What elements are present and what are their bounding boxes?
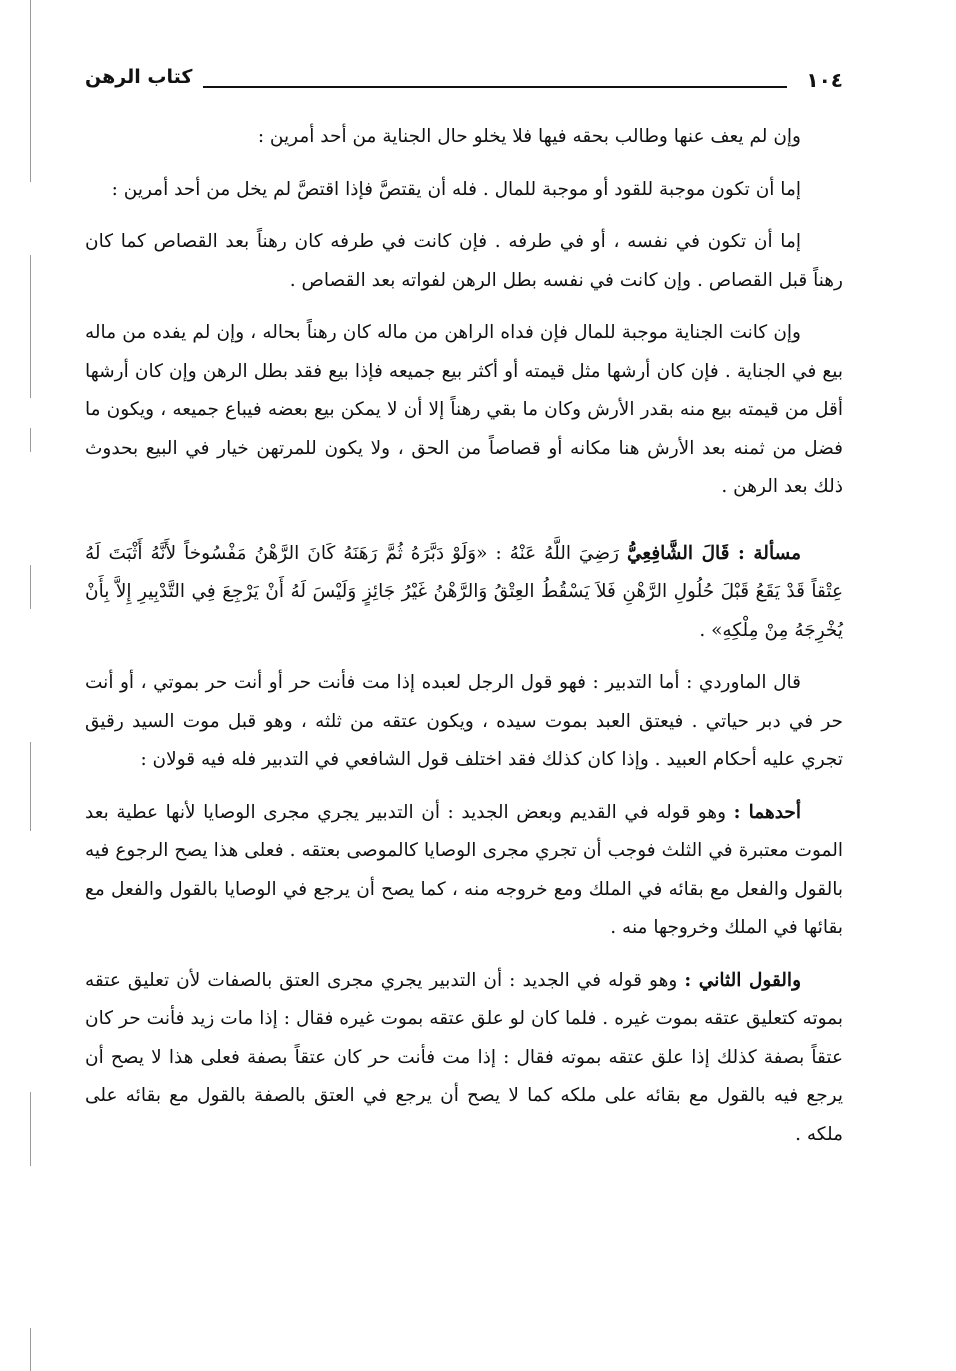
running-header — [85, 66, 843, 102]
left-margin-rule — [30, 565, 31, 609]
paragraph-4: وإن كانت الجناية موجبة للمال فإن فداه الراهن من ماله كان رهناً بحاله ، وإن لم يفده من ماله بيع في الجناية . فإن كان أرشها مثل قيمته أو أكثر بيع جميعه فإذا بيع فقد بطل الرهن وإن كان أرشها أقل من قيمته بيع منه بقدر الأرش وكان ما بقي رهناً إلا أن لا يمكن بيع بعضه فيباع جميعه ، ويكون ما فضل من ثمنه بعد الأرش هنا مكانه أو قصاصاً من الحق ، ولا يكون للمرتهن خيار في البيع بحدوث ذلك بعد الرهن . — [85, 322, 843, 497]
second-opinion-paragraph — [85, 962, 843, 1155]
paragraph-2: إما أن تكون موجبة للقود أو موجبة للمال . فله أن يقتصَّ فإذا اقتصَّ لم يخل من أحد أمرين : — [111, 178, 801, 200]
left-margin-rule — [30, 255, 31, 398]
first-opinion-text: وهو قوله في القديم وبعض الجديد : أن التدبير يجري مجرى الوصايا لأنها عطية بعد الموت معتبرة في الثلث فوجب أن تجري مجرى الوصايا كالموصى بعتقه . فعلى هذا يصح الرجوع فيه بالقول والفعل مع بقائه في الملك ومع خروجه منه ، كما يصح أن يرجع في الوصايا بالقول والفعل مع بقائها في الملك وخروجها منه . — [85, 801, 843, 938]
header-rule — [203, 86, 787, 88]
issue-paragraph — [85, 535, 843, 651]
second-opinion-text: وهو قوله في الجديد : أن التدبير يجري مجرى العتق بالصفات لأن تعليق عتقه بموته كتعليق عتقه بموت غيره . فلما كان لو علق عتقه بموت غيره فقال : إذا مات زيد فأنت حر كان عتقاً بصفة كذلك إذا علق عتقه بموته فقال : إذا مت فأنت حر كان عتقاً بصفة فعلى هذا لا يصح أن يرجع فيه بالقول مع بقائه على ملكه كما لا يصح أن يرجع في العتق بالصفة بالقول مع بقائه على ملكه . — [85, 969, 843, 1145]
second-opinion-lead: والقول الثاني : — [684, 969, 802, 991]
left-margin-rule — [30, 0, 31, 182]
first-opinion-lead: أحدهما : — [733, 801, 801, 823]
issue-quote: رَضِيَ اللَّهُ عَنْهُ : «وَلَوْ دَبَّرَهُ ثُمَّ رَهَنَهُ كَانَ الرَّهْنُ مَفْسُوخاً لأَنَّهُ أَثْبَتَ لَهُ عِتْقاً قَدْ يَقَعُ قَبْلَ حُلُولِ الرَّهْنِ فَلاَ يَسْقُطُ العِتْقُ وَالرَّهْنُ غَيْرُ جَائِزٍ وَلَيْسَ لَهُ أَنْ يَرْجِعَ فِي التَّدْبِيرِ إِلاَّ بِأَنْ يُخْرِجَهُ مِنْ مِلْكِهِ» . — [85, 542, 843, 641]
left-margin-rule — [30, 1328, 31, 1371]
paragraph-3: إما أن تكون في نفسه ، أو في طرفه . فإن كانت في طرفه كان رهناً بعد القصاص كما كان رهناً قبل القصاص . وإن كانت في نفسه بطل الرهن لفواته بعد القصاص . — [85, 231, 843, 291]
mawardi-paragraph: قال الماوردي : أما التدبير : فهو قول الرجل لعبده إذا مت فأنت حر أو أنت حر بموتي ، أو أنت حر في دبر حياتي . فيعتق العبد بموت سيده ، ويكون عتقه من ثلثه ، وهو قبل موت السيد رقيق تجري عليه أحكام العبيد . وإذا كان كذلك فقد اختلف قول الشافعي في التدبير فله فيه قولان : — [85, 672, 843, 770]
page-number: ١٠٤ — [806, 68, 843, 92]
page-body — [85, 118, 843, 1168]
left-margin-rule — [30, 742, 31, 831]
book-title: كتاب الرهن — [85, 66, 193, 88]
paragraph-1: وإن لم يعف عنها وطالب بحقه فيها فلا يخلو حال الجناية من أحد أمرين : — [257, 126, 801, 147]
issue-lead: مسألة : قَالَ الشَّافِعِيُّ — [626, 542, 801, 564]
first-opinion-paragraph — [85, 794, 843, 948]
left-margin-rule — [30, 428, 31, 452]
left-margin-rule — [30, 1092, 31, 1166]
